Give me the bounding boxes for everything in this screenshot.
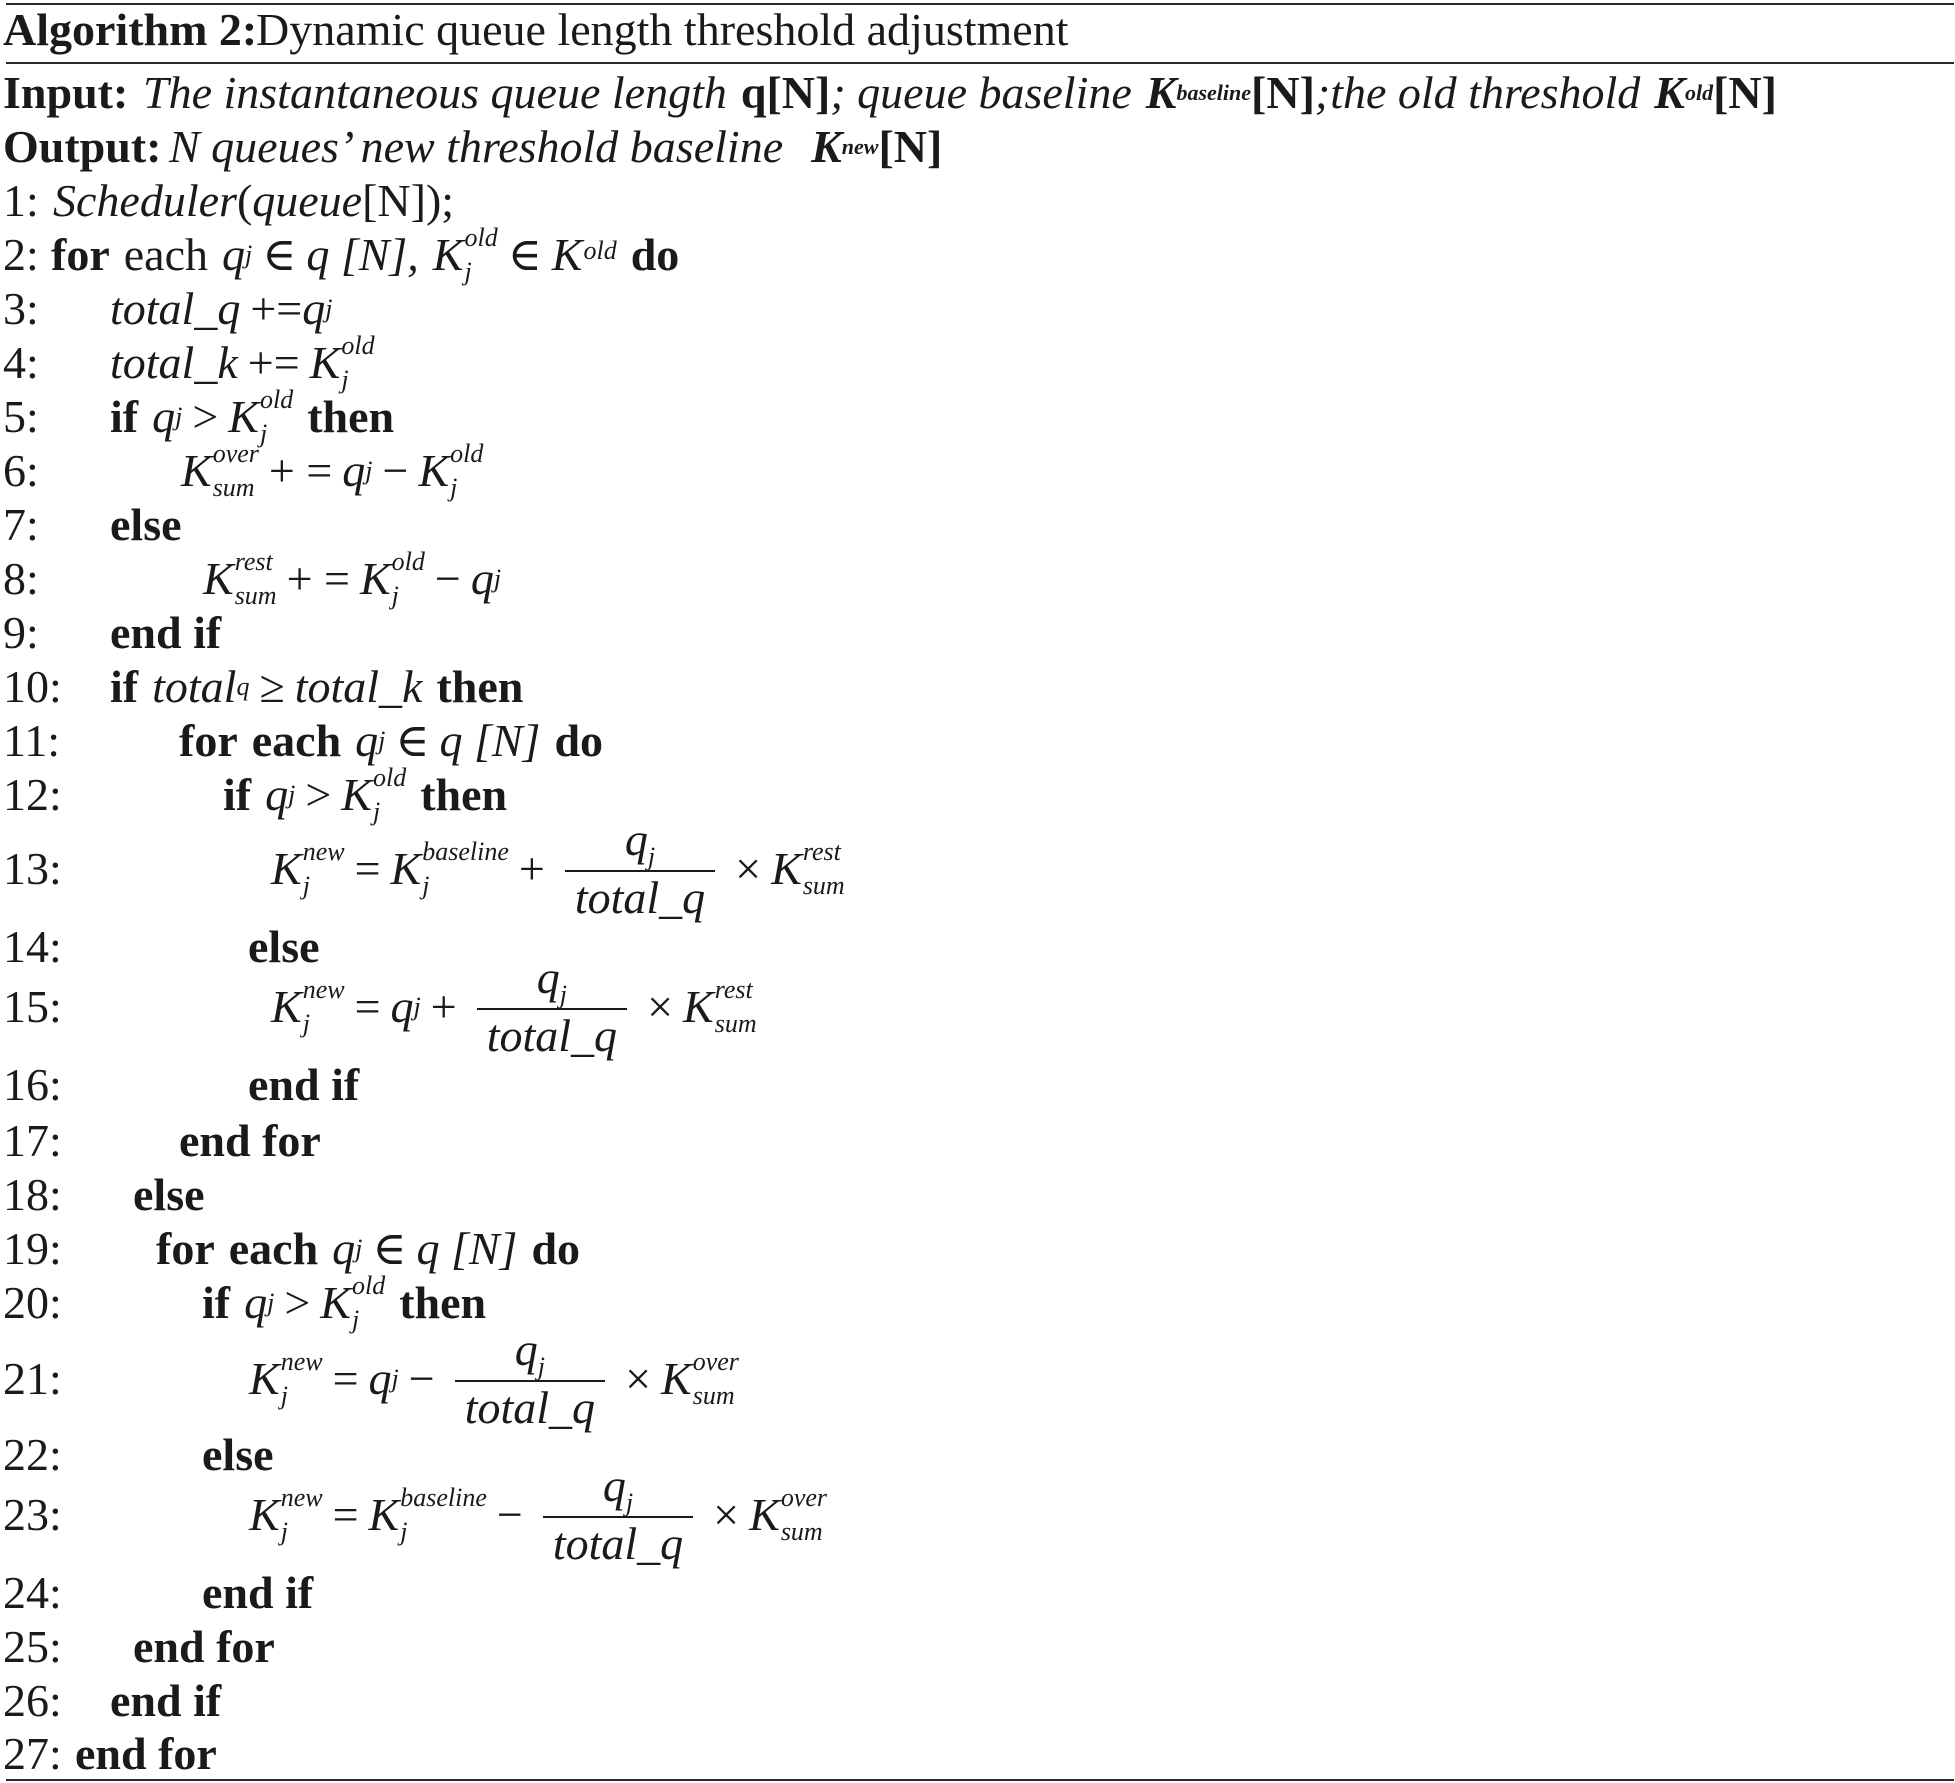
line-number: 26: <box>3 1675 62 1726</box>
line-number: 17: <box>3 1115 62 1166</box>
line-number: 7: <box>3 499 39 550</box>
header-rule <box>6 62 1954 64</box>
line-number: 25: <box>3 1621 62 1672</box>
input-label: Input: <box>3 67 129 118</box>
line-number: 15: <box>3 981 62 1032</box>
input-k-idx: [N] <box>1251 67 1315 118</box>
output-k-sup: new <box>841 134 879 159</box>
algorithm-title: Dynamic queue length threshold adjustment <box>256 4 1069 55</box>
input-k-sup: baseline <box>1176 80 1252 105</box>
input-k2-idx: [N] <box>1713 67 1777 118</box>
line-number: 14: <box>3 921 62 972</box>
output-text: N queues’ new threshold baseline <box>169 121 784 172</box>
input-text-2: ; queue baseline <box>830 67 1132 118</box>
line-number: 20: <box>3 1277 62 1328</box>
line-number: 24: <box>3 1567 62 1618</box>
line-number: 18: <box>3 1169 62 1220</box>
line-number: 6: <box>3 445 39 496</box>
input-k2: K <box>1654 67 1685 118</box>
line-number: 23: <box>3 1489 62 1540</box>
line-number: 11: <box>3 715 61 766</box>
line-number: 9: <box>3 607 39 658</box>
line-number: 13: <box>3 843 62 894</box>
fraction: $\frac{q_j}{\text{total\_q}}$ <box>543 1462 693 1569</box>
output-k: K <box>811 121 842 172</box>
fraction: $\frac{q_j}{\text{total\_q}}$ <box>565 816 715 923</box>
line-number: 22: <box>3 1429 62 1480</box>
line-number: 19: <box>3 1223 62 1274</box>
fraction: $\frac{q_j}{\text{total\_q}}$ <box>455 1326 605 1433</box>
line-number: 1: <box>3 175 39 226</box>
input-k: K <box>1145 67 1177 118</box>
line-number: 10: <box>3 661 62 712</box>
input-q: q[N] <box>740 67 831 118</box>
line-number: 2: <box>3 229 39 280</box>
line-number: 12: <box>3 769 62 820</box>
output-label: Output: <box>3 121 162 172</box>
line-number: 8: <box>3 553 39 604</box>
input-text-1: The instantaneous queue length <box>143 67 727 118</box>
bottom-rule <box>6 1779 1954 1781</box>
line-number: 3: <box>3 283 39 334</box>
line-number: 27: <box>3 1728 62 1779</box>
input-k2-sup: old <box>1684 80 1714 105</box>
fraction: $\frac{q_j}{\text{total\_q}}$ <box>477 954 627 1061</box>
input-text-3: ;the old threshold <box>1314 67 1641 118</box>
line-number: 5: <box>3 391 39 442</box>
algorithm-label: Algorithm 2: <box>3 4 258 55</box>
line-number: 4: <box>3 337 39 388</box>
line-number: 21: <box>3 1353 62 1404</box>
line-number: 16: <box>3 1059 62 1110</box>
output-k-idx: [N] <box>878 121 943 172</box>
